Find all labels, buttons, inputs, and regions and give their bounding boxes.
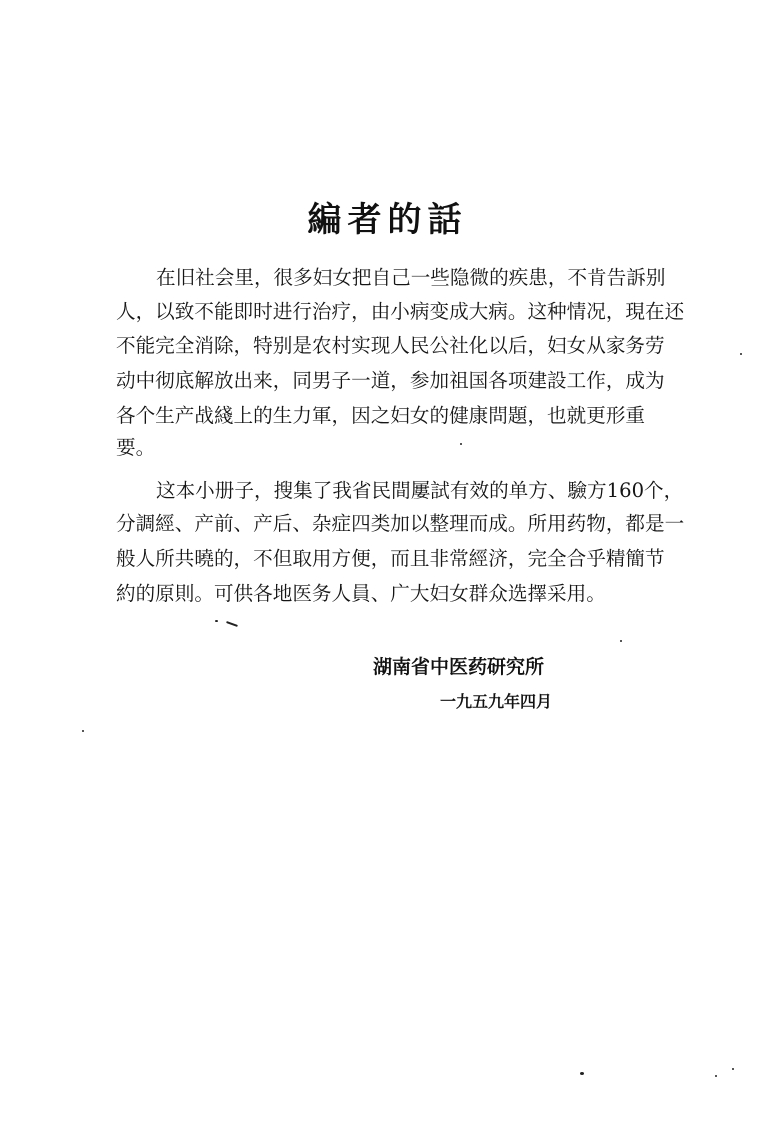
paragraph-line: 要。 — [116, 436, 156, 459]
paragraph-line: 这本小册子，搜集了我省民間屢試有效的单方、驗方160个， — [156, 479, 684, 502]
scan-speck — [215, 620, 218, 622]
paragraph-line: 分調經、产前、产后、杂症四类加以整理而成。所用药物，都是一 — [116, 512, 685, 535]
scan-speck — [732, 1068, 734, 1070]
scan-speck — [620, 640, 622, 642]
paragraph-line: 不能完全消除，特别是农村实现人民公社化以后，妇女从家务劳 — [116, 334, 665, 357]
organization-signature: 湖南省中医药研究所 — [373, 656, 545, 678]
scan-speck — [580, 1072, 584, 1075]
paragraph-line: 动中彻底解放出来，同男子一道，参加祖国各项建設工作，成为 — [116, 369, 665, 392]
publication-date: 一九五九年四月 — [440, 692, 553, 711]
scan-speck — [82, 730, 84, 732]
paragraph-line: 約的原則。可供各地医务人員、广大妇女群众选擇采用。 — [116, 582, 606, 605]
paragraph-line: 各个生产战綫上的生力軍，因之妇女的健康問題，也就更形重 — [116, 404, 646, 427]
scan-speck — [460, 443, 462, 445]
paragraph-line: 人，以致不能即时进行治疗，由小病变成大病。这种情况，現在还 — [116, 300, 685, 323]
paragraph-line: 般人所共曉的，不但取用方便，而且非常經济，完全合乎精簡节 — [116, 547, 665, 570]
scan-speck — [740, 353, 742, 355]
paragraph-line: 在旧社会里，很多妇女把自己一些隐微的疾患，不肯告訴别 — [156, 266, 666, 289]
page-title: 編者的話 — [307, 200, 468, 240]
scan-speck — [715, 1075, 717, 1077]
scan-speck — [226, 621, 238, 627]
